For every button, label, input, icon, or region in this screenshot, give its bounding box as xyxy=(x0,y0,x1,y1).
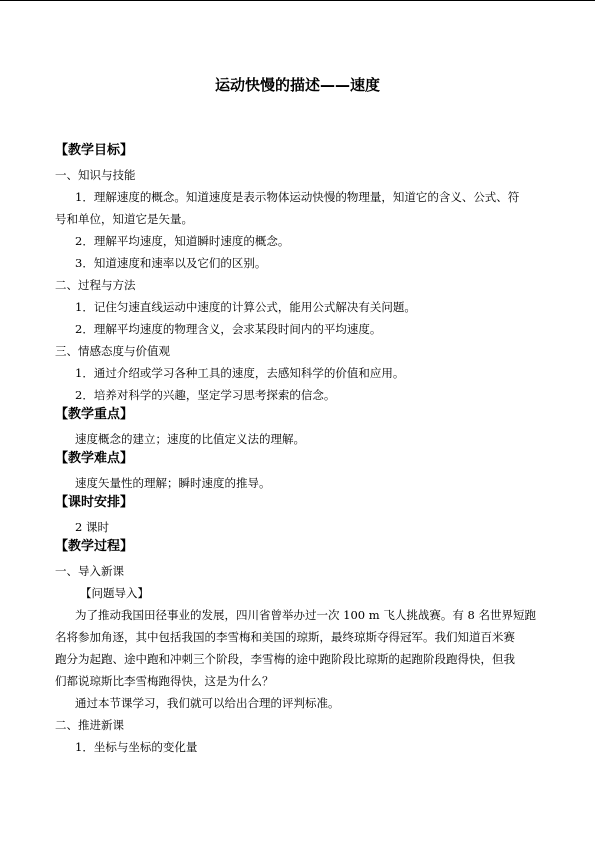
heading-schedule: 【课时安排】 xyxy=(55,495,134,510)
difficulties-text: 速度矢量性的理解；瞬时速度的推导。 xyxy=(75,476,271,490)
paragraph-line-1: 为了推动我国田径事业的发展，四川省曾举办过一次 100 m 飞人挑战赛。有 8 名世界短跑 xyxy=(75,608,536,622)
key-points-text: 速度概念的建立；速度的比值定义法的理解。 xyxy=(75,432,305,446)
section-process-methods: 二、过程与方法 xyxy=(55,278,136,292)
objective-1-line-2: 号和单位，知道它是矢量。 xyxy=(55,212,193,226)
attitude-2: 2．培养对科学的兴趣，坚定学习思考探索的信念。 xyxy=(75,388,336,402)
document-title: 运动快慢的描述——速度 xyxy=(214,76,380,94)
objective-2: 2．理解平均速度，知道瞬时速度的概念。 xyxy=(75,234,290,248)
section-new-lesson: 二、推进新课 xyxy=(55,718,124,732)
process-1: 1．记住匀速直线运动中速度的计算公式，能用公式解决有关问题。 xyxy=(75,300,416,314)
paragraph-line-3: 跑分为起跑、途中跑和冲刺三个阶段，李雪梅的途中跑阶段比琼斯的起跑阶段跑得快，但我 xyxy=(55,652,515,666)
topic-coordinates: 1．坐标与坐标的变化量 xyxy=(75,740,198,754)
objective-3: 3．知道速度和速率以及它们的区别。 xyxy=(75,256,267,270)
heading-teaching-process: 【教学过程】 xyxy=(55,539,134,554)
top-border-line xyxy=(0,0,595,1)
process-2: 2．理解平均速度的物理含义，会求某段时间内的平均速度。 xyxy=(75,322,382,336)
section-attitudes-values: 三、情感态度与价值观 xyxy=(55,344,170,358)
schedule-text: 2 课时 xyxy=(75,520,109,534)
objective-1-line-1: 1．理解速度的概念。知道速度是表示物体运动快慢的物理量，知道它的含义、公式、符 xyxy=(75,190,520,204)
section-introduction: 一、导入新课 xyxy=(55,564,124,578)
heading-teaching-objectives: 【教学目标】 xyxy=(55,143,134,158)
paragraph-line-4: 们都说琼斯比李雪梅跑得快，这是为什么？ xyxy=(55,674,274,688)
paragraph-conclusion: 通过本节课学习，我们就可以给出合理的评判标准。 xyxy=(75,696,340,710)
section-knowledge-skills: 一、知识与技能 xyxy=(55,168,136,182)
heading-difficulties: 【教学难点】 xyxy=(55,451,134,466)
heading-key-points: 【教学重点】 xyxy=(55,407,134,422)
paragraph-line-2: 名将参加角逐，其中包括我国的李雪梅和美国的琼斯，最终琼斯夺得冠军。我们知道百米赛 xyxy=(55,630,515,644)
attitude-1: 1．通过介绍或学习各种工具的速度，去感知科学的价值和应用。 xyxy=(75,366,405,380)
subheading-question-intro: 【问题导入】 xyxy=(80,586,149,600)
